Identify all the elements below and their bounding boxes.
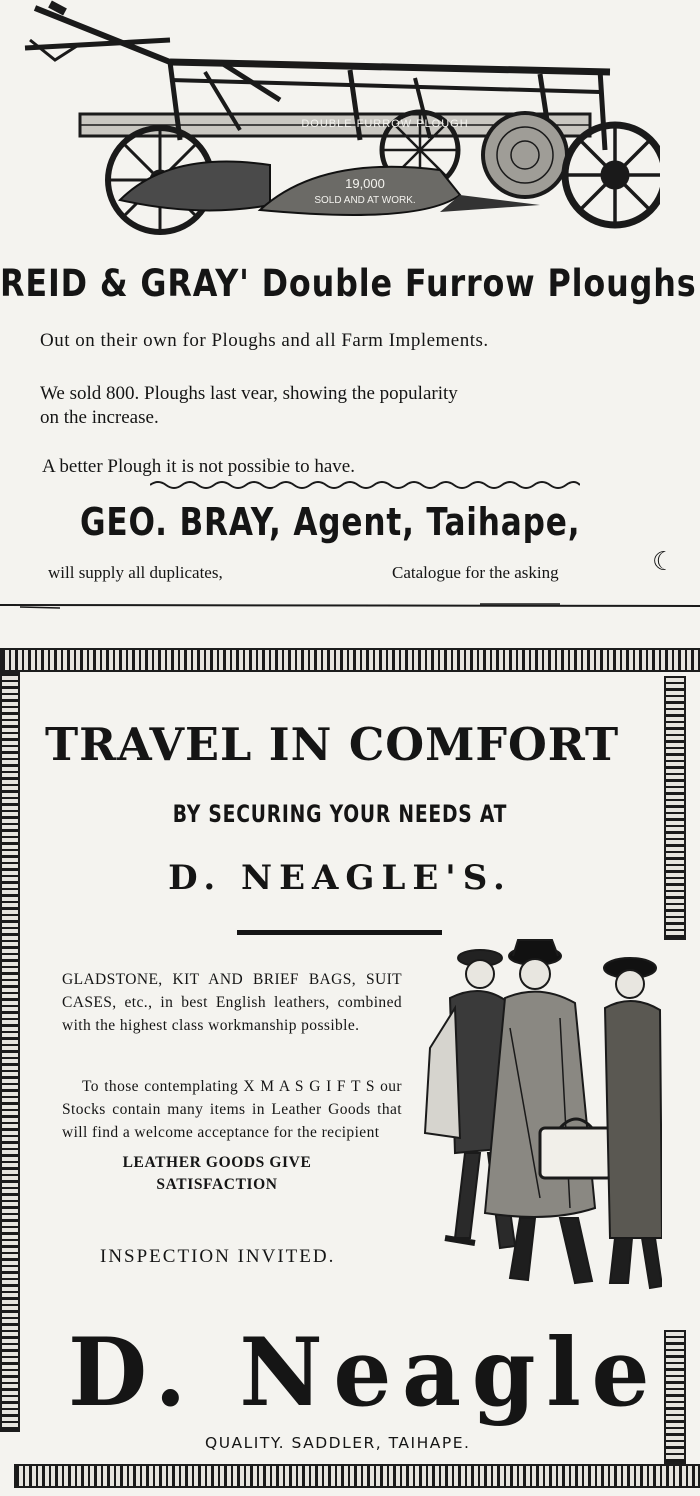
catalogue-note: Catalogue for the asking <box>392 563 559 582</box>
neagle-subheading: BY SECURING YOUR NEEDS AT <box>172 800 508 828</box>
ploughs-line-1: Out on their own for Ploughs and all Farm Implements. <box>40 330 489 351</box>
plough-banner-caption: SOLD AND AT WORK. <box>314 195 416 206</box>
slogan-line-2: SATISFACTION <box>156 1176 278 1193</box>
ploughs-line-2a: We sold 800. Ploughs last vear, showing the popularity <box>40 383 458 404</box>
travellers-illustration <box>410 938 662 1298</box>
xmas-paragraph: To those contemplating X M A S G I F T S our Stocks contain many items in Leather Goods that will find a welcome acceptance for the recipient <box>62 1078 402 1141</box>
goods-paragraph: GLADSTONE, KIT AND BRIEF BAGS, SUIT CASES, etc., in best English leathers, combined with the highest class workmanship possible. <box>62 971 402 1034</box>
neagle-shop-name: D. NEAGLE'S. <box>168 858 512 898</box>
headline-divider <box>237 930 442 935</box>
chain-border-right-lower <box>664 1330 686 1464</box>
chain-border-top <box>0 648 700 672</box>
agent-line: GEO. BRAY, Agent, Taihape, <box>80 500 581 544</box>
ploughs-line-2b: on the increase. <box>40 407 159 428</box>
plough-illustration <box>20 0 660 240</box>
slogan-line-1: LEATHER GOODS GIVE <box>122 1154 312 1171</box>
duplicates-note: will supply all duplicates, <box>48 563 223 582</box>
plough-plate-text: DOUBLE FURROW PLOUGH <box>301 118 469 130</box>
section-divider <box>0 600 700 610</box>
inspection-invited: INSPECTION INVITED. <box>100 1246 336 1267</box>
leather-slogan <box>62 1152 372 1196</box>
chain-border-bottom <box>14 1464 700 1488</box>
saddler-footer: QUALITY. SADDLER, TAIHAPE. <box>205 1434 471 1452</box>
ploughs-line-3: A better Plough it is not possibie to have. <box>42 456 355 477</box>
neagle-signature: D. Neagle <box>68 1318 661 1428</box>
ploughs-headline: REID & GRAY' Double Furrow Ploughs <box>0 262 697 305</box>
neagle-headline: TRAVEL IN COMFORT <box>45 718 620 771</box>
decorative-squiggle <box>150 478 580 492</box>
footer-mark: ☾ <box>652 547 676 576</box>
chain-border-right <box>664 676 686 940</box>
plough-banner-count: 19,000 <box>345 176 385 191</box>
chain-border-left <box>0 672 20 1432</box>
